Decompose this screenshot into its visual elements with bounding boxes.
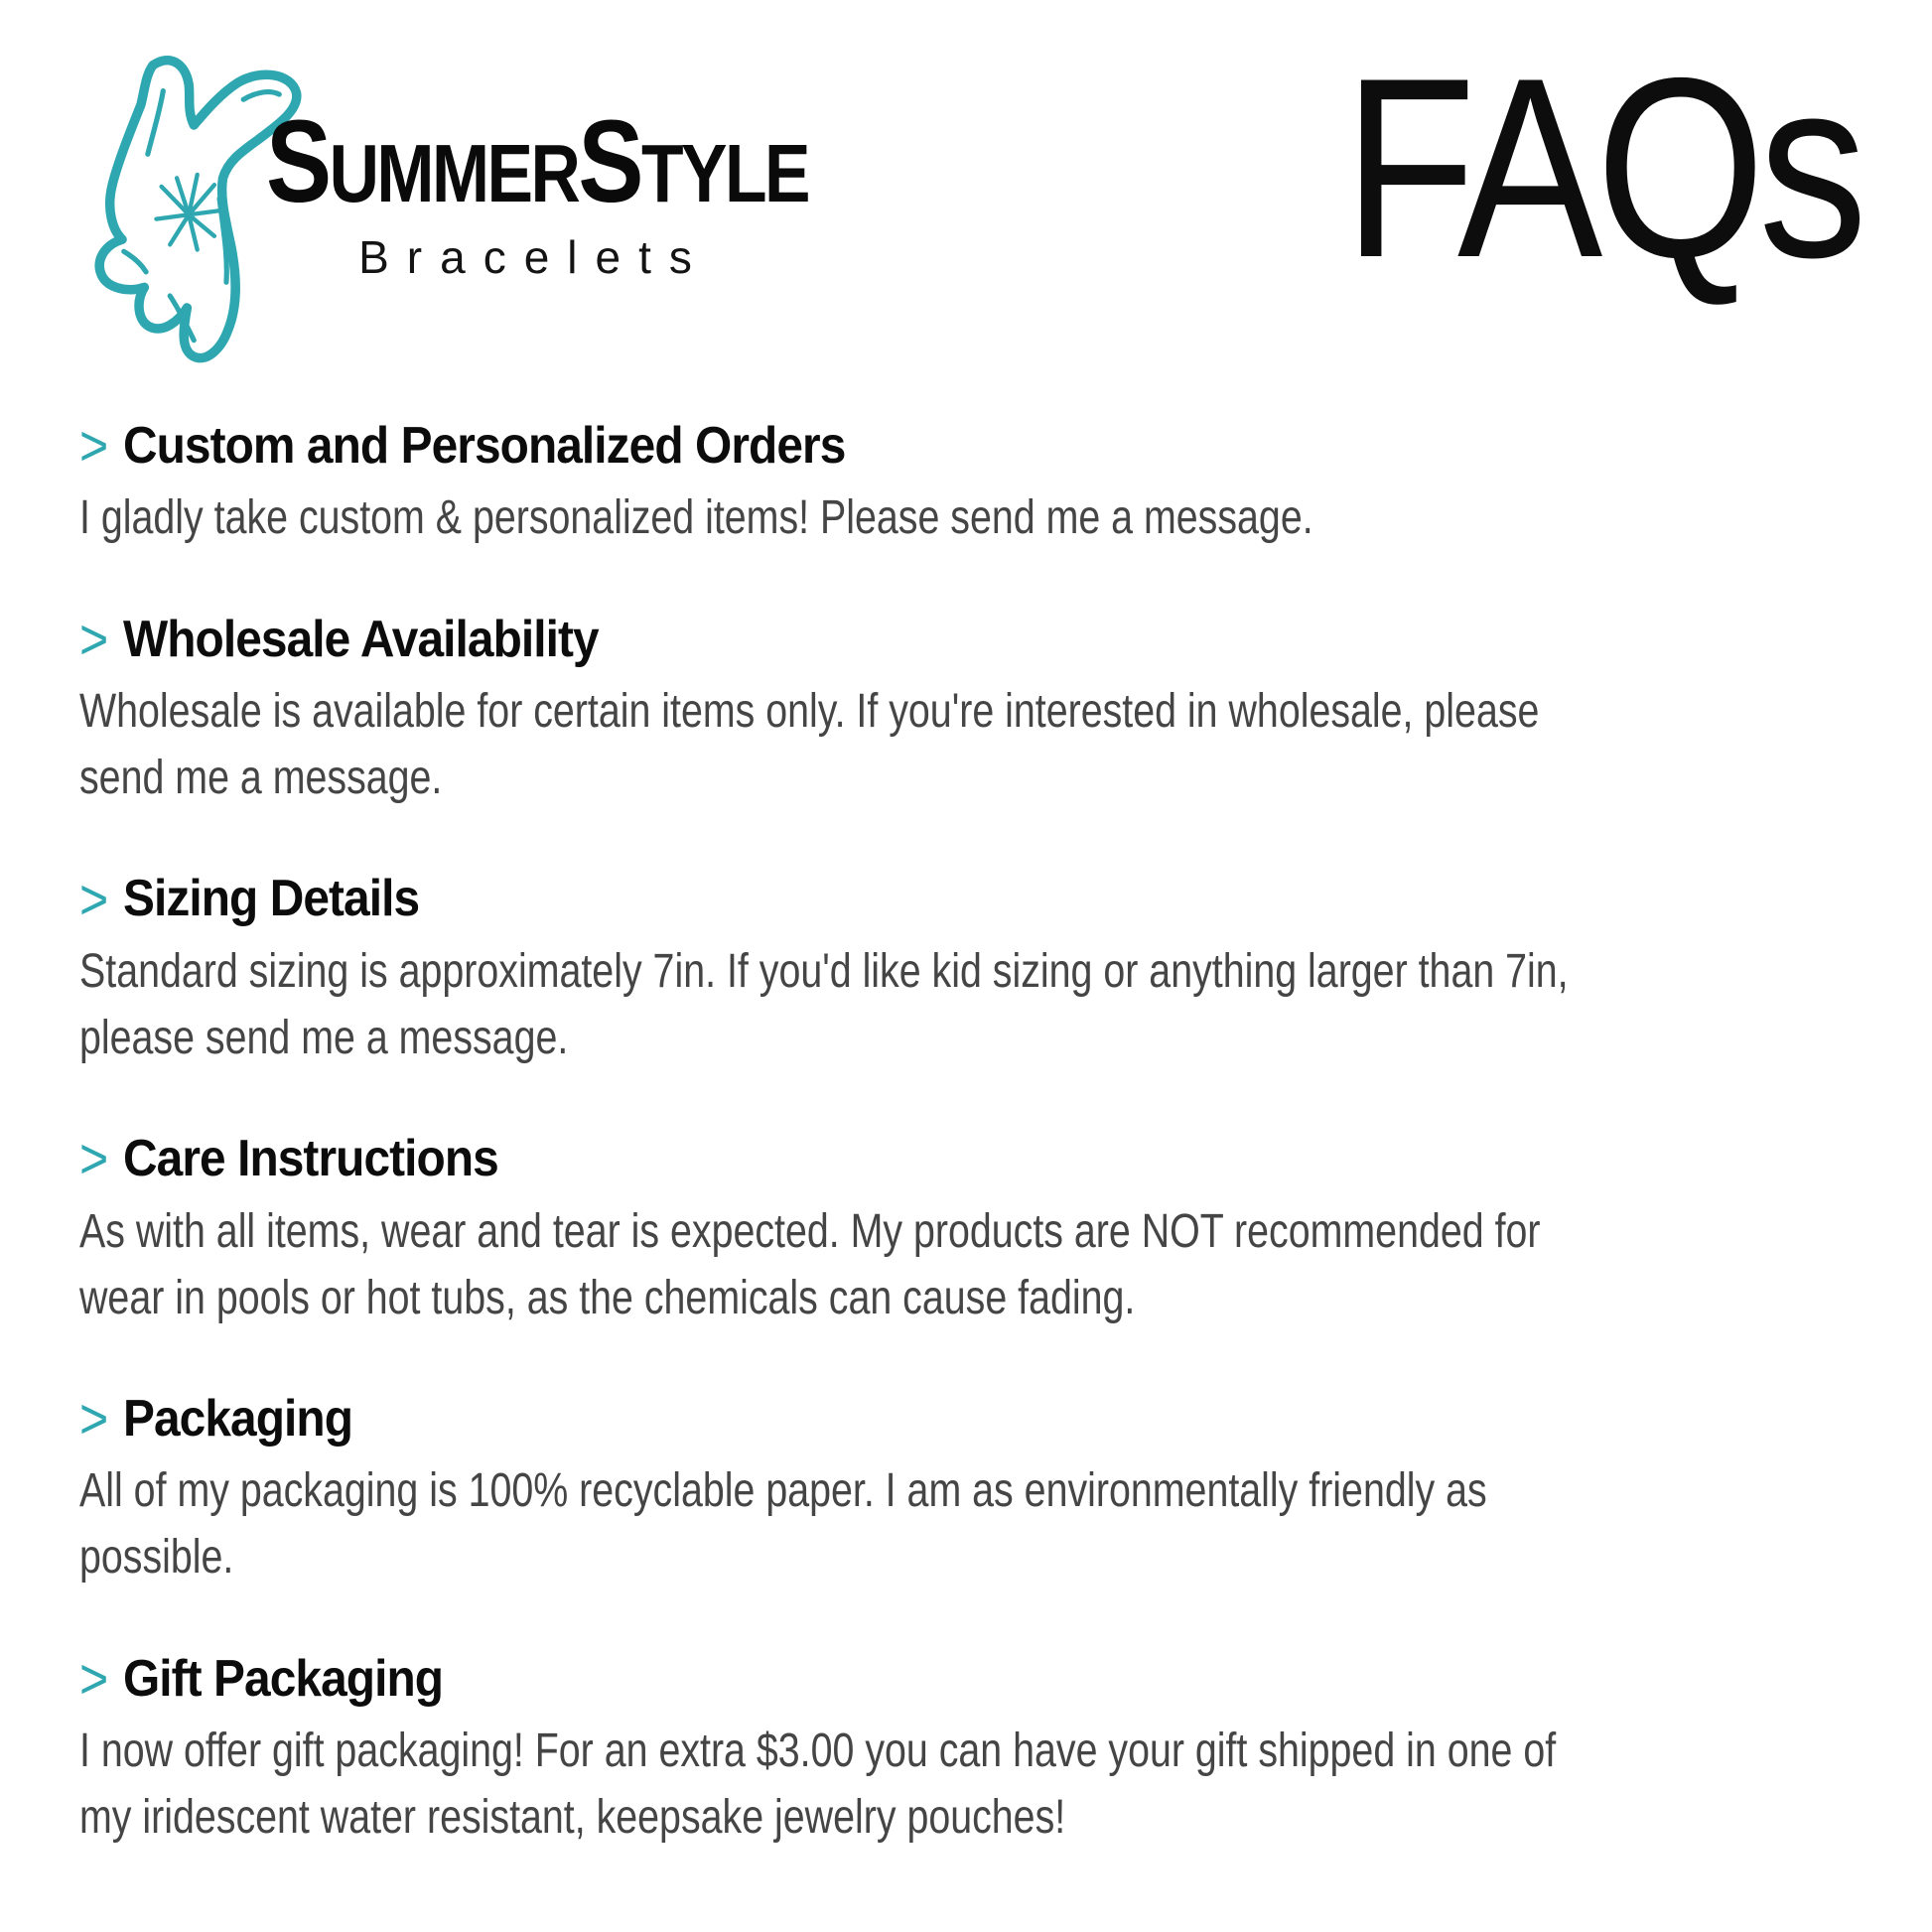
brand-wordmark: SummerStyle: [266, 96, 809, 227]
section-heading: [79, 1128, 1853, 1189]
faq-list: [0, 409, 1932, 1851]
section-body: I now offer gift packaging! For an extra $3.00 you can have your gift shipped in one of my iridescent water resistant, keepsake jewelry pouches!: [79, 1725, 1557, 1845]
brand-block: [266, 96, 809, 284]
section-body: Standard sizing is approximately 7in. If you'd like kid sizing or anything larger than 7in, please send me a message.: [79, 944, 1569, 1064]
section-heading: [79, 415, 1853, 477]
chevron-right-icon: >: [79, 867, 109, 931]
page-title: FAQs: [1342, 24, 1861, 311]
chevron-right-icon: >: [79, 1646, 109, 1712]
section-body: I gladly take custom & personalized items! Please send me a message.: [79, 491, 1313, 545]
faq-section-gift-packaging: [79, 1648, 1853, 1852]
faq-section-wholesale: [79, 609, 1853, 812]
faq-section-packaging: [79, 1388, 1853, 1591]
section-heading: [79, 609, 1853, 670]
section-heading: [79, 868, 1853, 929]
section-body: All of my packaging is 100% recyclable paper. I am as environmentally friendly as possible.: [79, 1464, 1487, 1585]
section-title: Packaging: [123, 1389, 353, 1448]
section-title: Sizing Details: [123, 870, 420, 928]
faq-section-sizing: [79, 868, 1853, 1071]
chevron-right-icon: >: [79, 607, 109, 671]
section-title: Custom and Personalized Orders: [123, 417, 846, 475]
section-title: Wholesale Availability: [123, 610, 599, 668]
section-body: As with all items, wear and tear is expected. My products are NOT recommended for wear in pools or hot tubs, as the chemicals can cause fading.: [79, 1204, 1541, 1324]
page-header: [0, 0, 1932, 409]
section-heading: [79, 1388, 1853, 1449]
faq-section-care: [79, 1128, 1853, 1331]
chevron-right-icon: >: [79, 1127, 109, 1191]
chevron-right-icon: >: [79, 1386, 109, 1451]
faq-section-custom-orders: [79, 415, 1853, 552]
brand-subtitle: Bracelets: [358, 231, 710, 283]
chevron-right-icon: >: [79, 413, 109, 479]
section-body: Wholesale is available for certain items only. If you're interested in wholesale, please send me a message.: [79, 684, 1540, 805]
section-title: Gift Packaging: [123, 1649, 444, 1708]
section-title: Care Instructions: [123, 1130, 499, 1188]
section-heading: [79, 1648, 1853, 1710]
